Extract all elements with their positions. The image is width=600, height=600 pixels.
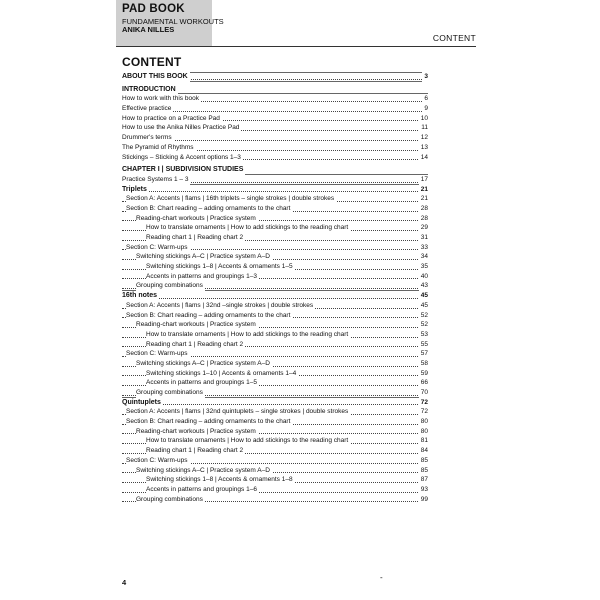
toc-entry-page: 72	[420, 398, 428, 406]
toc-entry-label: How to translate ornaments | How to add stickings to the reading chart	[146, 330, 349, 338]
header-divider	[116, 46, 476, 47]
toc-entry	[122, 330, 428, 340]
toc-entry-page: 57	[420, 350, 428, 358]
toc-entry	[122, 485, 428, 495]
toc-entry-page: 70	[420, 389, 428, 396]
table-of-contents	[122, 72, 428, 504]
toc-entry	[122, 407, 428, 417]
toc-entry-page: 52	[420, 321, 428, 329]
toc-entry	[122, 223, 428, 233]
toc-entry	[122, 369, 428, 379]
toc-entry-page: 45	[420, 292, 428, 300]
toc-entry-label: Section A: Accents | flams | 32nd –single strokes | double strokes	[126, 301, 314, 309]
toc-entry-label: Section A: Accents | flams | 16th triplets – single strokes | double strokes	[126, 195, 335, 203]
toc-entry-page: 21	[420, 195, 428, 203]
toc-entry-label: Section C: Warm-ups	[126, 243, 188, 251]
toc-leader-dots	[122, 191, 428, 192]
toc-entry	[122, 114, 428, 124]
toc-entry-page: 17	[420, 175, 428, 183]
toc-entry	[122, 94, 428, 104]
toc-entry	[122, 320, 428, 330]
toc-entry	[122, 495, 428, 505]
toc-leader-dots	[122, 298, 428, 299]
toc-entry-page: 85	[420, 466, 428, 474]
toc-entry-label: Section A: Accents | flams | 32nd quintuplets – single strokes | double strokes	[126, 408, 349, 416]
toc-entry-label: Accents in patterns and groupings 1–5	[146, 379, 257, 387]
toc-entry-page: 59	[420, 369, 428, 377]
toc-entry-page: 58	[420, 359, 428, 367]
toc-entry-page: 11	[421, 124, 428, 132]
toc-entry-page: 13	[420, 143, 428, 151]
toc-entry-page: 10	[420, 114, 428, 122]
toc-entry	[122, 427, 428, 437]
toc-entry-page: 35	[420, 263, 428, 271]
toc-entry-page: 55	[420, 340, 428, 348]
toc-entry-page: 80	[420, 418, 428, 426]
toc-entry	[122, 143, 428, 153]
toc-entry	[122, 252, 428, 262]
footer-dash: -	[380, 573, 383, 582]
toc-entry-label: Section C: Warm-ups	[126, 456, 188, 464]
toc-entry-label: Section B: Chart reading – adding ornaments to the chart	[126, 418, 291, 426]
toc-entry-label: Effective practice	[122, 105, 172, 113]
toc-entry-label: Drummer's terms	[122, 134, 172, 142]
toc-entry-page: 87	[420, 476, 428, 484]
toc-entry-page: 6	[424, 95, 428, 103]
toc-entry	[122, 378, 428, 388]
toc-entry-label: How to translate ornaments | How to add stickings to the reading chart	[146, 437, 349, 445]
book-subtitle: FUNDAMENTAL WORKOUTS	[122, 16, 224, 26]
toc-entry-page: 99	[420, 495, 428, 503]
toc-entry	[122, 262, 428, 272]
book-header	[122, 4, 224, 34]
toc-entry	[122, 388, 428, 398]
toc-entry-page: 85	[420, 456, 428, 464]
toc-entry-page: 84	[420, 447, 428, 455]
toc-entry	[122, 359, 428, 369]
toc-entry-label: Grouping combinations	[136, 389, 203, 396]
toc-entry	[122, 272, 428, 282]
toc-entry-page: 52	[420, 311, 428, 319]
toc-entry-page: 66	[420, 379, 428, 387]
section-label: CONTENT	[432, 33, 476, 43]
toc-entry-page: 34	[420, 253, 428, 261]
toc-entry-label: Switching stickings A–C | Practice system A–D	[136, 359, 270, 367]
toc-entry-page: 93	[420, 485, 428, 493]
toc-entry-label: Accents in patterns and groupings 1–3	[146, 272, 257, 280]
toc-entry-page: 3	[424, 73, 428, 80]
toc-entry-page: 21	[420, 185, 428, 193]
toc-entry	[122, 349, 428, 359]
book-title: PAD BOOK	[122, 3, 185, 15]
toc-entry-page: 40	[420, 272, 428, 280]
book-author: ANIKA NILLES	[122, 25, 175, 34]
toc-entry-label: Section C: Warm-ups	[126, 350, 188, 358]
toc-entry-label: Reading-chart workouts | Practice system	[136, 214, 256, 222]
toc-entry-label: Section B: Chart reading – adding ornaments to the chart	[126, 204, 291, 212]
toc-heading	[122, 85, 428, 95]
toc-entry-page: 31	[420, 234, 428, 241]
toc-entry	[122, 456, 428, 466]
toc-entry	[122, 466, 428, 476]
toc-entry	[122, 194, 428, 204]
toc-entry	[122, 281, 428, 291]
toc-entry	[122, 123, 428, 133]
toc-entry	[122, 340, 428, 350]
toc-entry	[122, 446, 428, 456]
toc-entry-label: Switching stickings 1–8 | Accents & ornaments 1–8	[146, 476, 293, 484]
toc-entry	[122, 204, 428, 214]
toc-entry-label: Stickings – Sticking & Accent options 1–3	[122, 153, 241, 161]
toc-entry-label: Switching stickings 1–8 | Accents & ornaments 1–5	[146, 263, 293, 271]
toc-entry-page: 28	[420, 214, 428, 222]
toc-entry-label: Reading chart 1 | Reading chart 2	[146, 447, 244, 455]
toc-entry-label: ABOUT THIS BOOK	[122, 73, 188, 80]
page-title: CONTENT	[122, 55, 182, 69]
toc-entry	[122, 214, 428, 224]
toc-entry	[122, 133, 428, 143]
toc-entry-page: 72	[420, 408, 428, 416]
page-number: 4	[122, 578, 127, 587]
toc-entry-label: Reading-chart workouts | Practice system	[136, 321, 256, 329]
toc-heading	[122, 72, 428, 82]
toc-entry-label: INTRODUCTION	[122, 85, 176, 93]
toc-entry	[122, 233, 428, 243]
toc-leader-dots	[122, 404, 428, 405]
toc-entry-page: 28	[420, 204, 428, 212]
toc-entry-label: Quintuplets	[122, 398, 161, 406]
toc-entry-page: 80	[420, 427, 428, 435]
toc-entry-page: 43	[420, 282, 428, 290]
toc-entry-label: Switching stickings A–C | Practice system A–D	[136, 253, 270, 261]
toc-entry-page: 45	[420, 301, 428, 309]
toc-entry-label: Practice Systems 1 – 3	[122, 175, 189, 183]
toc-entry	[122, 301, 428, 311]
toc-entry-label: Switching stickings A–C | Practice system A–D	[136, 466, 270, 474]
toc-heading	[122, 185, 428, 195]
toc-heading	[122, 165, 428, 175]
toc-entry	[122, 175, 428, 185]
toc-heading	[122, 291, 428, 301]
toc-entry-label: How to work with this book	[122, 95, 199, 103]
toc-entry-page: 29	[420, 224, 428, 232]
toc-entry	[122, 153, 428, 163]
toc-entry-label: The Pyramid of Rhythms	[122, 143, 194, 151]
toc-entry-label: Grouping combinations	[136, 495, 203, 503]
toc-entry	[122, 417, 428, 427]
toc-entry-page: 12	[420, 134, 428, 142]
toc-entry	[122, 243, 428, 253]
toc-entry-page: 9	[424, 105, 428, 113]
toc-entry-label: Reading chart 1 | Reading chart 2	[146, 234, 244, 241]
toc-entry-label: Accents in patterns and groupings 1–6	[146, 485, 257, 493]
toc-entry-label: Triplets	[122, 185, 147, 193]
toc-entry-label: CHAPTER I | SUBDIVISION STUDIES	[122, 166, 244, 174]
toc-entry	[122, 311, 428, 321]
toc-entry-label: How to practice on a Practice Pad	[122, 114, 220, 122]
toc-entry	[122, 104, 428, 114]
toc-entry-page: 81	[420, 437, 428, 445]
toc-entry-page: 53	[420, 330, 428, 338]
toc-entry-label: 16th notes	[122, 292, 158, 300]
toc-entry-label: Grouping combinations	[136, 282, 203, 290]
toc-heading	[122, 398, 428, 408]
toc-entry-page: 14	[420, 153, 428, 161]
toc-entry	[122, 436, 428, 446]
toc-entry-label: How to translate ornaments | How to add stickings to the reading chart	[146, 224, 349, 232]
toc-entry-label: Reading chart 1 | Reading chart 2	[146, 340, 244, 348]
toc-entry	[122, 475, 428, 485]
toc-entry-label: How to use the Anika Nilles Practice Pad	[122, 124, 240, 132]
toc-entry-page: 33	[420, 243, 428, 251]
toc-entry-label: Switching stickings 1–10 | Accents & ornaments 1–4	[146, 369, 297, 377]
toc-entry-label: Reading-chart workouts | Practice system	[136, 427, 256, 435]
toc-entry-label: Section B: Chart reading – adding ornaments to the chart	[126, 311, 291, 319]
